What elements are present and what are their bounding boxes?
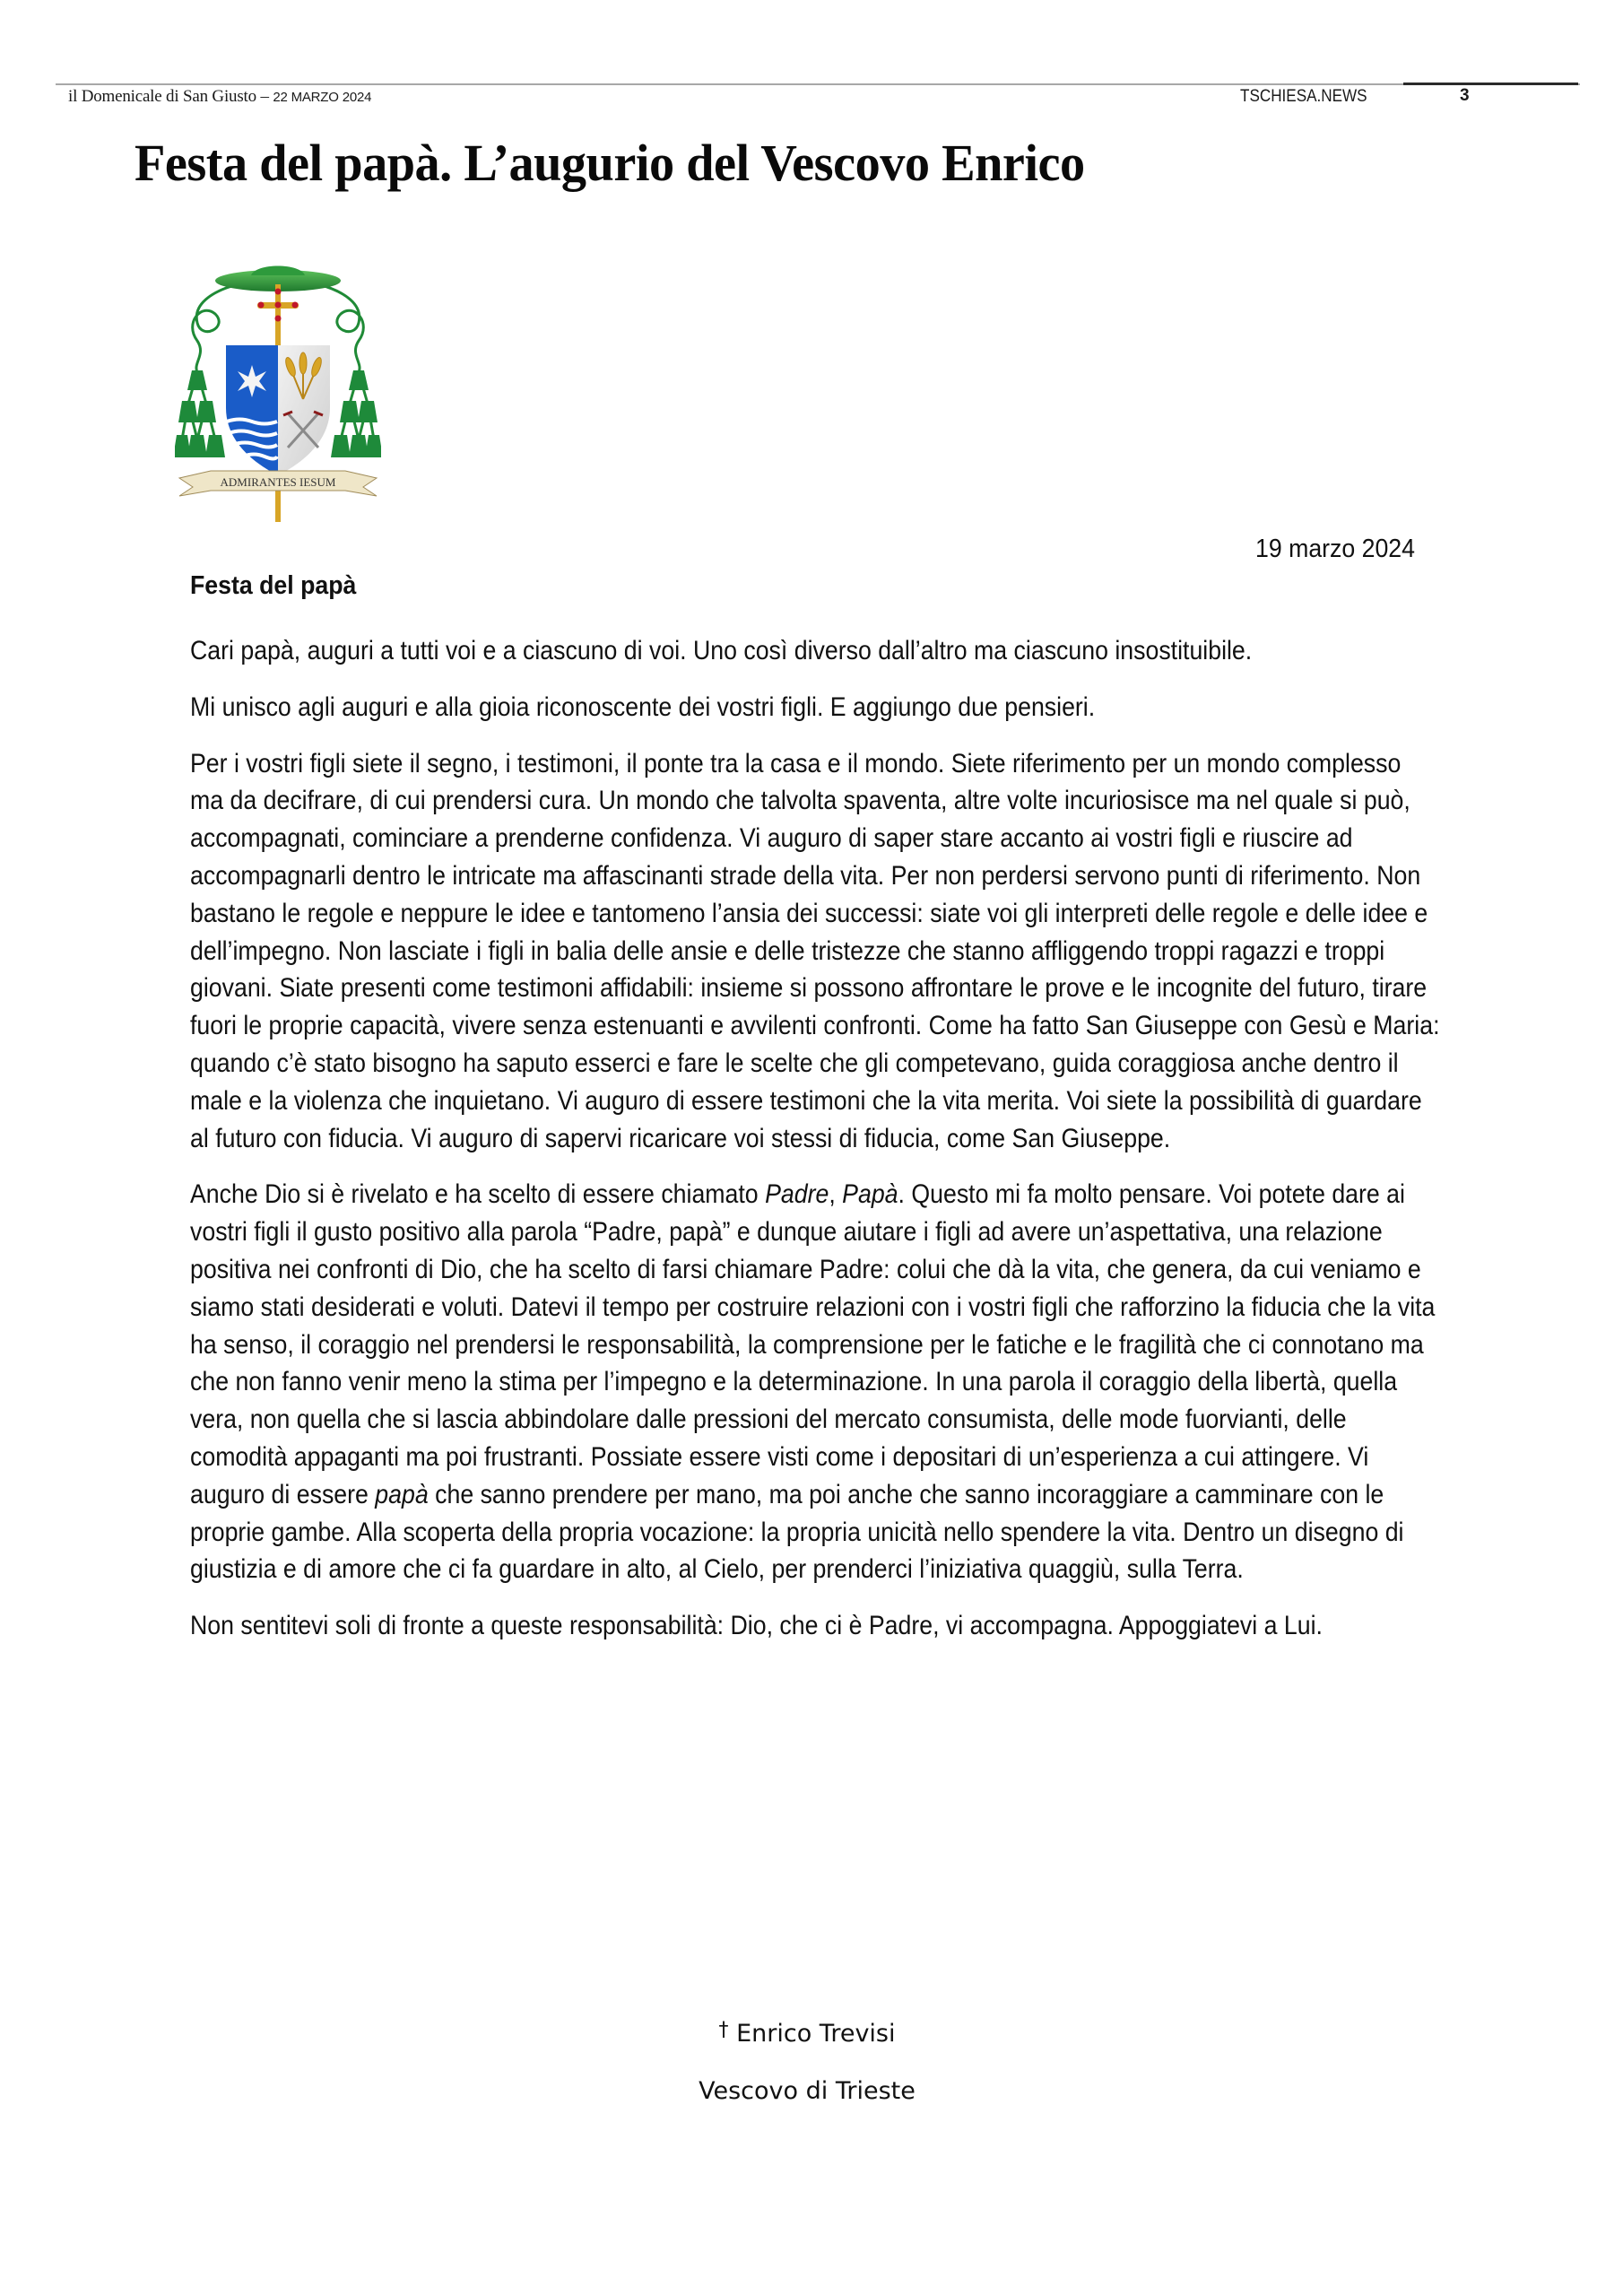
issue-date: 22 MARZO 2024 [273, 90, 372, 105]
paragraph-text: Non sentitevi soli di fronte a queste responsabilità: Dio, che ci è Padre, vi accompagna. Appoggiatevi a Lui. [190, 1611, 1323, 1641]
signature-name-line [628, 2002, 986, 2063]
letter-paragraph [190, 1607, 1440, 1645]
publication-header [68, 87, 371, 107]
italic-text: Papà [842, 1179, 898, 1210]
letter-title: Festa del papà [190, 571, 357, 600]
site-name: TSCHIESA.NEWS [1240, 87, 1367, 106]
letter-paragraph [190, 689, 1440, 726]
italic-text: Padre [765, 1179, 829, 1210]
crest-motto: ADMIRANTES IESUM [220, 475, 336, 489]
header-rule [56, 83, 1580, 85]
paragraph-text: Anche Dio si è rivelato e ha scelto di essere chiamato [190, 1179, 766, 1210]
paragraph-text: che sanno prendere per mano, ma poi anche che sanno incoraggiare a camminare con le proprie gambe. Alla scoperta della propria vocazione: la propria unicità nello spendere la vita. Dentro un disegno di giustizia e di amore che ci fa guardare in alto, al Cielo, per prenderci l’iniziativa quaggiù, sulla Terra. [190, 1479, 1404, 1585]
coat-of-arms-icon [175, 256, 381, 525]
header-rule-accent [1403, 83, 1578, 85]
italic-text: papà [375, 1479, 429, 1509]
letter-date: 19 marzo 2024 [1255, 535, 1415, 563]
page-number: 3 [1460, 86, 1470, 105]
paragraph-text: Per i vostri figli siete il segno, i testimoni, il ponte tra la casa e il mondo. Siete riferimento per un mondo complesso ma da decifrare, di cui prendersi cura. Un mondo che talvolta spaventa, altre volte incuriosisce ma nel quale si può, accompagnati, cominciare a prenderne confidenza. Vi auguro di saper stare accanto ai vostri figli e riuscire ad accompagnarli dentro le intricate ma affascinanti strade della vita. Per non perdersi servono punti di riferimento. Non bastano le regole e neppure le idee e tantomeno l’ansia dei successi: siate voi gli interpreti delle regole e delle idee e dell’impegno. Non lasciate i figli in balia delle ansie e delle tristezze che stanno affliggendo troppi ragazzi e troppi giovani. Siate presenti come testimoni affidabili: insieme si possono affrontare le prove e le incognite del futuro, tirare fuori le proprie capacità, vivere senza estenuanti e avvilenti confronti. Come ha fatto San Giuseppe con Gesù e Maria: quando c’è stato bisogno ha saputo esserci e fare le scelte che gli competevano, guida coraggiosa anche dentro il male e la violenza che inquietano. Vi auguro di essere testimoni che la vita merita. Voi siete la possibilità di guardare al futuro con fiducia. Vi auguro di sapervi ricaricare voi stessi di fiducia, come San Giuseppe. [190, 748, 1440, 1153]
paragraph-text: Cari papà, auguri a tutti voi e a ciascuno di voi. Uno così diverso dall’altro ma ciascuno insostituibile. [190, 636, 1253, 665]
signature-role: Vescovo di Trieste [699, 2077, 916, 2105]
publication-name: il Domenicale di San Giusto – [68, 87, 273, 106]
paragraph-text: . Questo mi fa molto pensare. Voi potete dare ai vostri figli il gusto positivo alla parola “Padre, papà” e dunque aiutare i figli ad avere un’aspettativa, una relazione positiva nei confronti di Dio, che ha scelto di farsi chiamare Padre: colui che dà la vita, che genera, da cui veniamo e siamo stati desiderati e voluti. Datevi il tempo per costruire relazioni con i vostri figli che rafforzino la fiducia che la vita ha senso, il coraggio nel prendersi le responsabilità, la comprensione per le fatiche e le fragilità che ci connotano ma che non fanno venir meno la stima per l’impegno e la determinazione. In una parola il coraggio della libertà, quella vera, non quella che si lascia abbindolare dalle pressioni del mercato consumista, delle mode fuorvianti, delle comodità appaganti ma poi frustranti. Possiate essere visti come i depositari di un’esperienza a cui attingere. Vi auguro di essere [190, 1179, 1436, 1509]
letter-body [190, 632, 1440, 1664]
headline: Festa del papà. L’augurio del Vescovo Enrico [135, 134, 1085, 192]
letter-paragraph [190, 1176, 1440, 1588]
paragraph-text: , [829, 1179, 843, 1210]
signature-name: Enrico Trevisi [736, 2020, 896, 2048]
letter-paragraph [190, 745, 1440, 1158]
cross-icon: † [718, 2019, 729, 2041]
paragraph-text: Mi unisco agli auguri e alla gioia riconoscente dei vostri figli. E aggiungo due pensieri. [190, 691, 1096, 722]
signature-block [628, 2002, 986, 2120]
letter-paragraph [190, 632, 1440, 670]
